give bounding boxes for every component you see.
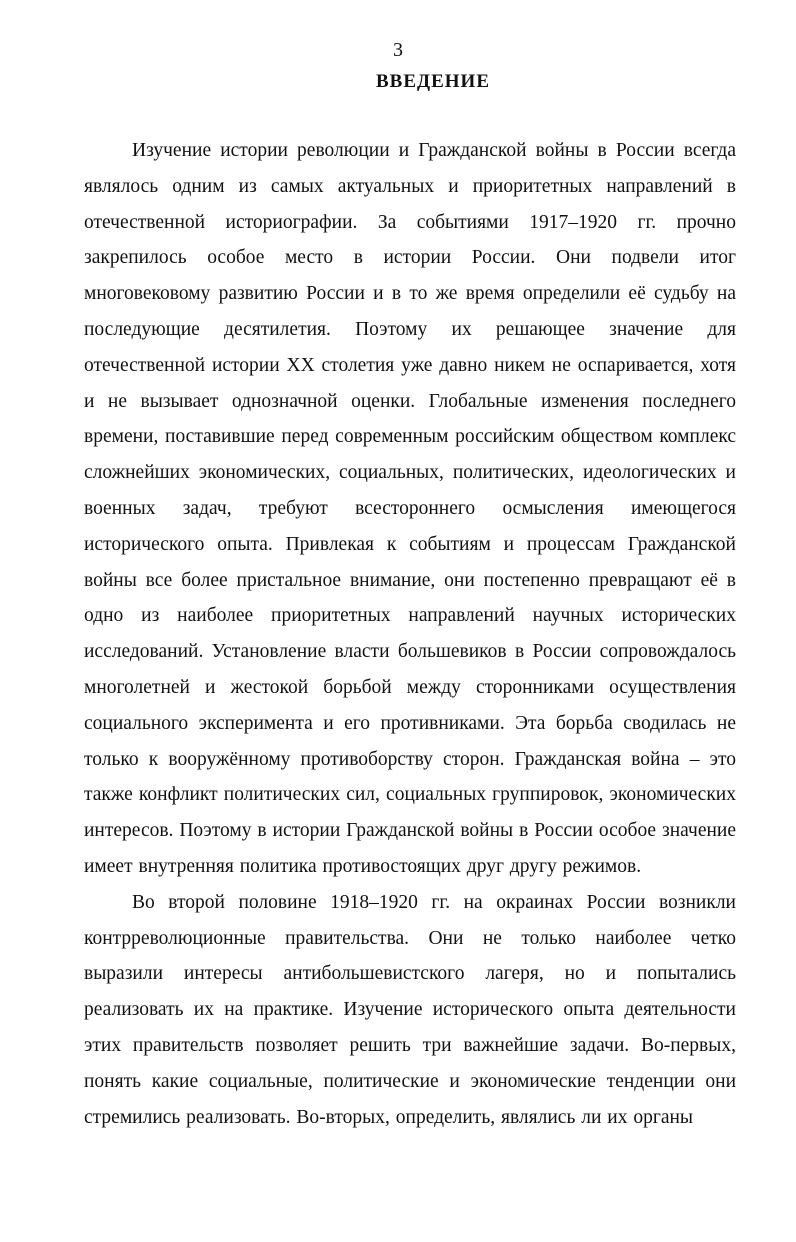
paragraph-1: Изучение истории революции и Гражданской войны в России всегда являлось одним из самых актуальных и приоритетных направлений в отечественной историографии. За событиями 1917–1920 гг. прочно закрепилось особое место в истории России. Они подвели итог многовековому развитию России и в то же время определили её судьбу на последующие десятилетия. Поэтому их решающее значение для отечественной истории XX столетия уже давно никем не оспаривается, хотя и не вызывает однозначной оценки. Глобальные изменения последнего времени, поставившие перед современным российским обществом комплекс сложнейших экономических, социальных, политических, идеологических и военных задач, требуют всестороннего осмысления имеющегося исторического опыта. Привлекая к событиям и процессам Гражданской войны все более пристальное внимание, они постепенно превращают её в одно из наиболее приоритетных направлений научных исторических исследований. Установление власти большевиков в России сопровождалось многолетней и жестокой борьбой между сторонниками осуществления социального эксперимента и его противниками. Эта борьба сводилась не только к вооружённому противоборству сторон. Гражданская война – это также конфликт политических сил, социальных группировок, экономических интересов. Поэтому в истории Гражданской войны в России особое значение имеет внутренняя политика противостоящих друг другу режимов.	[84, 140, 736, 877]
page-title: ВВЕДЕНИЕ	[376, 71, 490, 92]
page-number: 3	[393, 39, 403, 61]
paragraph-2: Во второй половине 1918–1920 гг. на окраинах России возникли контрреволюционные правительства. Они не только наиболее четко выразили интересы антибольшевистского лагеря, но и попытались реализовать их на практике. Изучение исторического опыта деятельности этих правительств позволяет решить три важнейшие задачи. Во-первых, понять какие социальные, политические и экономические тенденции они стремились реализовать. Во-вторых, определить, являлись ли их органы	[84, 891, 736, 1128]
body-text	[84, 133, 736, 1135]
